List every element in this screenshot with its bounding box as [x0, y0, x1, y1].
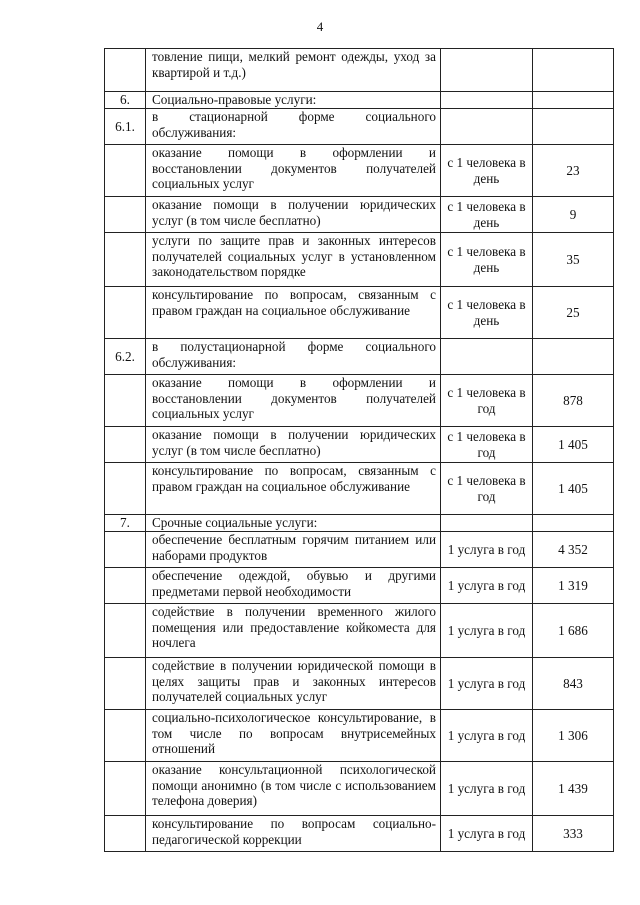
row-number [105, 287, 146, 339]
service-description: в полустационарной форме социального обслуживания: [146, 339, 441, 375]
service-unit [441, 92, 533, 109]
service-unit [441, 49, 533, 92]
row-number: 6. [105, 92, 146, 109]
service-description: в стационарной форме социального обслуживания: [146, 109, 441, 145]
row-number [105, 762, 146, 816]
row-number [105, 532, 146, 568]
service-value: 23 [533, 145, 614, 197]
row-number [105, 49, 146, 92]
service-value [533, 109, 614, 145]
service-row [105, 816, 614, 852]
row-number [105, 145, 146, 197]
service-value: 25 [533, 287, 614, 339]
service-unit: 1 услуга в год [441, 604, 533, 658]
service-description: консультирование по вопросам, связанным с правом граждан на социальное обслуживание [146, 463, 441, 515]
service-row [105, 568, 614, 604]
service-value: 1 405 [533, 463, 614, 515]
service-value: 4 352 [533, 532, 614, 568]
service-value: 35 [533, 233, 614, 287]
service-unit: с 1 человека в год [441, 375, 533, 427]
service-row [105, 145, 614, 197]
service-row [105, 604, 614, 658]
service-value: 1 306 [533, 710, 614, 762]
service-description: оказание помощи в оформлении и восстановлении документов получателей социальных услуг [146, 375, 441, 427]
service-row [105, 197, 614, 233]
service-unit: 1 услуга в год [441, 710, 533, 762]
service-description: консультирование по вопросам, связанным с правом граждан на социальное обслуживание [146, 287, 441, 339]
service-value: 878 [533, 375, 614, 427]
service-value: 1 439 [533, 762, 614, 816]
service-unit: с 1 человека в год [441, 463, 533, 515]
service-description: оказание помощи в получении юридических услуг (в том числе бесплатно) [146, 197, 441, 233]
service-description: Социально-правовые услуги: [146, 92, 441, 109]
service-row [105, 762, 614, 816]
service-description: содействие в получении временного жилого помещения или предоставление койкоместа для ночлега [146, 604, 441, 658]
service-unit: 1 услуга в год [441, 532, 533, 568]
row-number [105, 816, 146, 852]
service-unit: 1 услуга в год [441, 762, 533, 816]
section-row [105, 339, 614, 375]
row-number [105, 375, 146, 427]
services-table-body [105, 49, 614, 852]
service-value [533, 92, 614, 109]
row-number [105, 710, 146, 762]
service-description: услуги по защите прав и законных интересов получателей социальных услуг в установленном законодательством порядке [146, 233, 441, 287]
service-value: 333 [533, 816, 614, 852]
row-number [105, 427, 146, 463]
service-description: обеспечение бесплатным горячим питанием или наборами продуктов [146, 532, 441, 568]
service-unit: с 1 человека в день [441, 287, 533, 339]
service-unit: с 1 человека в день [441, 145, 533, 197]
section-row [105, 109, 614, 145]
page-number: 4 [316, 19, 324, 34]
service-row [105, 427, 614, 463]
service-description: содействие в получении юридической помощи в целях защиты прав и законных интересов получателей социальных услуг [146, 658, 441, 710]
service-description: консультирование по вопросам социально-педагогической коррекции [146, 816, 441, 852]
service-row [105, 658, 614, 710]
service-row [105, 532, 614, 568]
service-unit [441, 109, 533, 145]
service-description: Срочные социальные услуги: [146, 515, 441, 532]
row-number [105, 463, 146, 515]
service-row [105, 287, 614, 339]
service-unit: с 1 человека в год [441, 427, 533, 463]
service-row [105, 463, 614, 515]
service-value: 1 405 [533, 427, 614, 463]
section-row [105, 515, 614, 532]
service-description: товление пищи, мелкий ремонт одежды, уход за квартирой и т.д.) [146, 49, 441, 92]
services-table [104, 48, 614, 852]
service-row [105, 375, 614, 427]
service-unit: 1 услуга в год [441, 658, 533, 710]
service-unit: с 1 человека в день [441, 197, 533, 233]
service-description: оказание помощи в получении юридических услуг (в том числе бесплатно) [146, 427, 441, 463]
row-number: 6.1. [105, 109, 146, 145]
service-value: 843 [533, 658, 614, 710]
service-row [105, 233, 614, 287]
service-value [533, 339, 614, 375]
service-value: 9 [533, 197, 614, 233]
service-unit: с 1 человека в день [441, 233, 533, 287]
service-unit [441, 339, 533, 375]
service-value [533, 515, 614, 532]
row-number: 6.2. [105, 339, 146, 375]
row-number [105, 604, 146, 658]
service-value: 1 686 [533, 604, 614, 658]
service-unit: 1 услуга в год [441, 568, 533, 604]
service-description: оказание консультационной психологической помощи анонимно (в том числе с использованием телефона доверия) [146, 762, 441, 816]
row-number [105, 233, 146, 287]
service-description: обеспечение одеждой, обувью и другими предметами первой необходимости [146, 568, 441, 604]
service-unit: 1 услуга в год [441, 816, 533, 852]
service-row [105, 710, 614, 762]
service-value [533, 49, 614, 92]
row-number [105, 568, 146, 604]
service-description: социально-психологическое консультирование, в том числе по вопросам внутрисемейных отношений [146, 710, 441, 762]
row-number [105, 658, 146, 710]
service-description: оказание помощи в оформлении и восстановлении документов получателей социальных услуг [146, 145, 441, 197]
service-unit [441, 515, 533, 532]
section-row [105, 92, 614, 109]
row-number [105, 197, 146, 233]
row-number: 7. [105, 515, 146, 532]
service-value: 1 319 [533, 568, 614, 604]
continuation-row [105, 49, 614, 92]
